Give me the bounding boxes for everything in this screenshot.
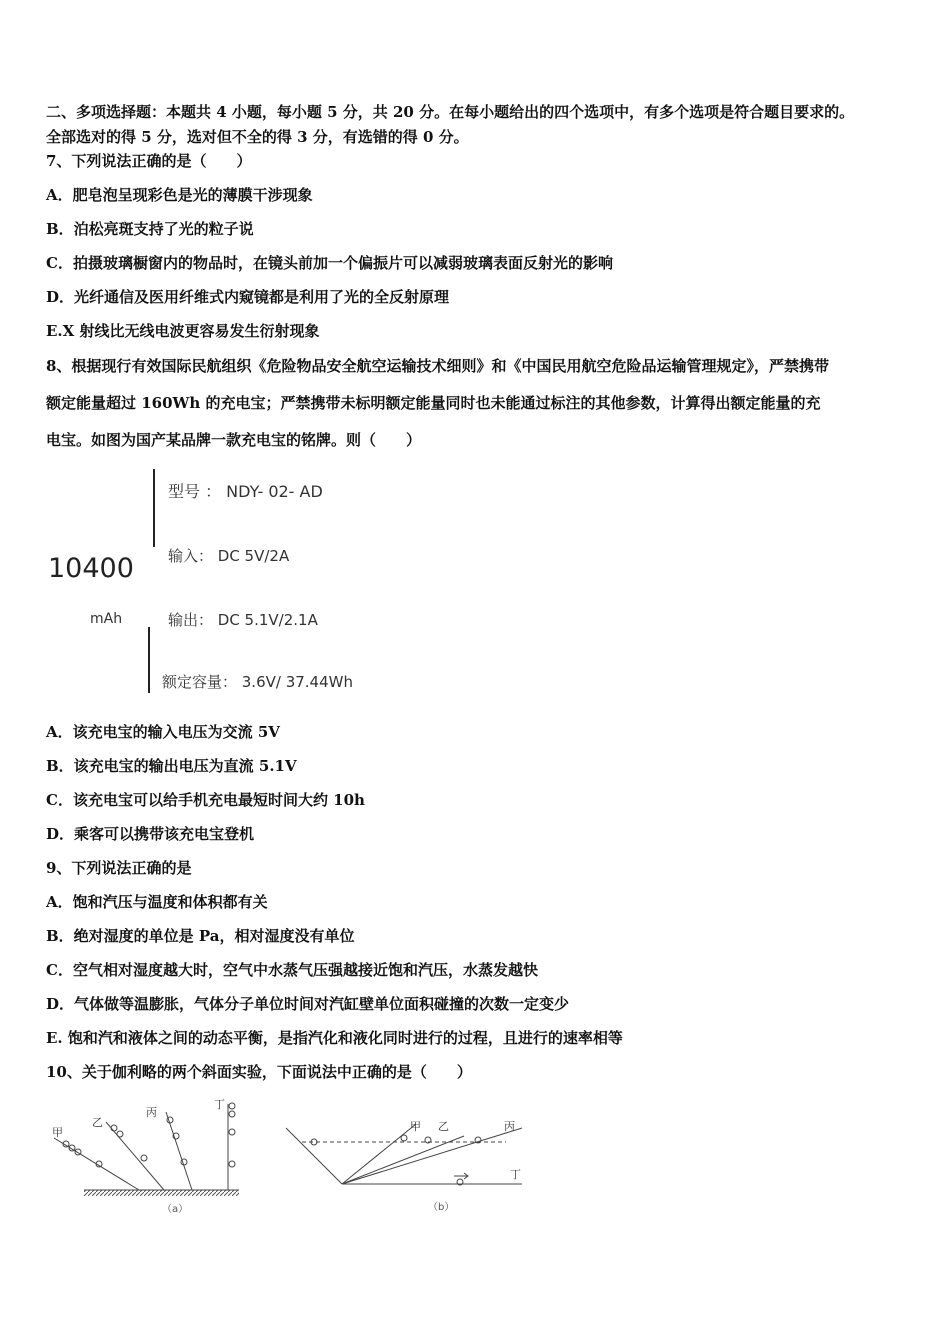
incline-bing-b (342, 1128, 522, 1184)
q7-option-a: A．肥皂泡呈现彩色是光的薄膜干涉现象 (46, 186, 313, 204)
q10-stem: 10、关于伽利略的两个斜面实验，下面说法中正确的是（ ） (46, 1063, 472, 1081)
galileo-incline-figures (44, 1092, 534, 1220)
q8-stem-line1: 8、根据现行有效国际民航组织《危险物品安全航空运输技术细则》和《中国民用航空危险品运输管理规定》，严禁携带 (46, 357, 829, 375)
q7-option-d: D．光纤通信及医用纤维式内窥镜都是利用了光的全反射原理 (46, 288, 450, 306)
q8-stem-line2: 额定能量超过 160Wh 的充电宝；严禁携带未标明额定能量同时也未能通过标注的其他参数，计算得出额定能量的充 (46, 394, 821, 412)
incline-yi (106, 1122, 164, 1190)
nameplate-divider-top (153, 469, 155, 547)
fig-b-label-bing: 丙 (504, 1120, 515, 1133)
incline-jia-b (342, 1124, 416, 1184)
q9-option-a: A．饱和汽压与温度和体积都有关 (46, 893, 268, 911)
section-heading-line1: 二、多项选择题：本题共 4 小题，每小题 5 分，共 20 分。在每小题给出的四个选项中，有多个选项是符合题目要求的。 (46, 103, 855, 121)
q7-option-c: C．拍摄玻璃橱窗内的物品时，在镜头前加一个偏振片可以减弱玻璃表面反射光的影响 (46, 254, 613, 272)
left-incline (286, 1128, 342, 1184)
q9-option-b: B．绝对湿度的单位是 Pa，相对湿度没有单位 (46, 927, 355, 945)
fig-b-label-jia: 甲 (410, 1120, 421, 1133)
q8-option-c: C．该充电宝可以给手机充电最短时间大约 10h (46, 791, 365, 809)
figure-a-ground (84, 1190, 239, 1196)
nameplate-rated-capacity: 额定容量： 3.6V/ 37.44Wh (162, 673, 353, 691)
q9-stem: 9、下列说法正确的是 (46, 859, 192, 877)
q8-option-b: B．该充电宝的输出电压为直流 5.1V (46, 757, 297, 775)
fig-b-caption: （b） (428, 1202, 455, 1213)
figure-b (286, 1124, 522, 1185)
q9-option-c: C．空气相对湿度越大时，空气中水蒸气压强越接近饱和汽压，水蒸发越快 (46, 961, 538, 979)
fig-a-label-jia: 甲 (52, 1126, 63, 1139)
fig-a-label-bing: 丙 (146, 1106, 157, 1119)
q7-option-b: B．泊松亮斑支持了光的粒子说 (46, 220, 254, 238)
fig-b-label-ding: 丁 (510, 1168, 521, 1181)
nameplate-unit: mAh (90, 611, 123, 627)
section-heading-line2: 全部选对的得 5 分，选对但不全的得 3 分，有选错的得 0 分。 (46, 128, 469, 146)
q7-stem: 7、下列说法正确的是（ ） (46, 152, 252, 170)
nameplate-output: 输出： DC 5.1V/2.1A (168, 611, 318, 629)
q9-option-e: E. 饱和汽和液体之间的动态平衡，是指汽化和液化同时进行的过程，且进行的速率相等 (46, 1029, 623, 1047)
q8-option-a: A．该充电宝的输入电压为交流 5V (46, 723, 280, 741)
power-bank-nameplate (40, 465, 400, 695)
q8-stem-line3: 电宝。如图为国产某品牌一款充电宝的铭牌。则（ ） (46, 431, 422, 449)
nameplate-capacity: 10400 (48, 553, 134, 584)
nameplate-model: 型号 ： NDY- 02- AD (168, 482, 323, 501)
q7-option-e: E.X 射线比无线电波更容易发生衍射现象 (46, 322, 320, 340)
nameplate-divider-bottom (148, 627, 150, 693)
q9-option-d: D．气体做等温膨胀，气体分子单位时间对汽缸壁单位面积碰撞的次数一定变少 (46, 995, 570, 1013)
fig-a-label-ding: 丁 (214, 1098, 225, 1111)
fig-b-label-yi: 乙 (438, 1120, 449, 1133)
fig-a-label-yi: 乙 (92, 1116, 103, 1129)
incline-yi-b (342, 1136, 464, 1184)
fig-a-caption: （a） (162, 1204, 189, 1215)
incline-bing (166, 1112, 192, 1190)
nameplate-input: 输入： DC 5V/2A (168, 547, 290, 565)
q8-option-d: D．乘客可以携带该充电宝登机 (46, 825, 255, 843)
